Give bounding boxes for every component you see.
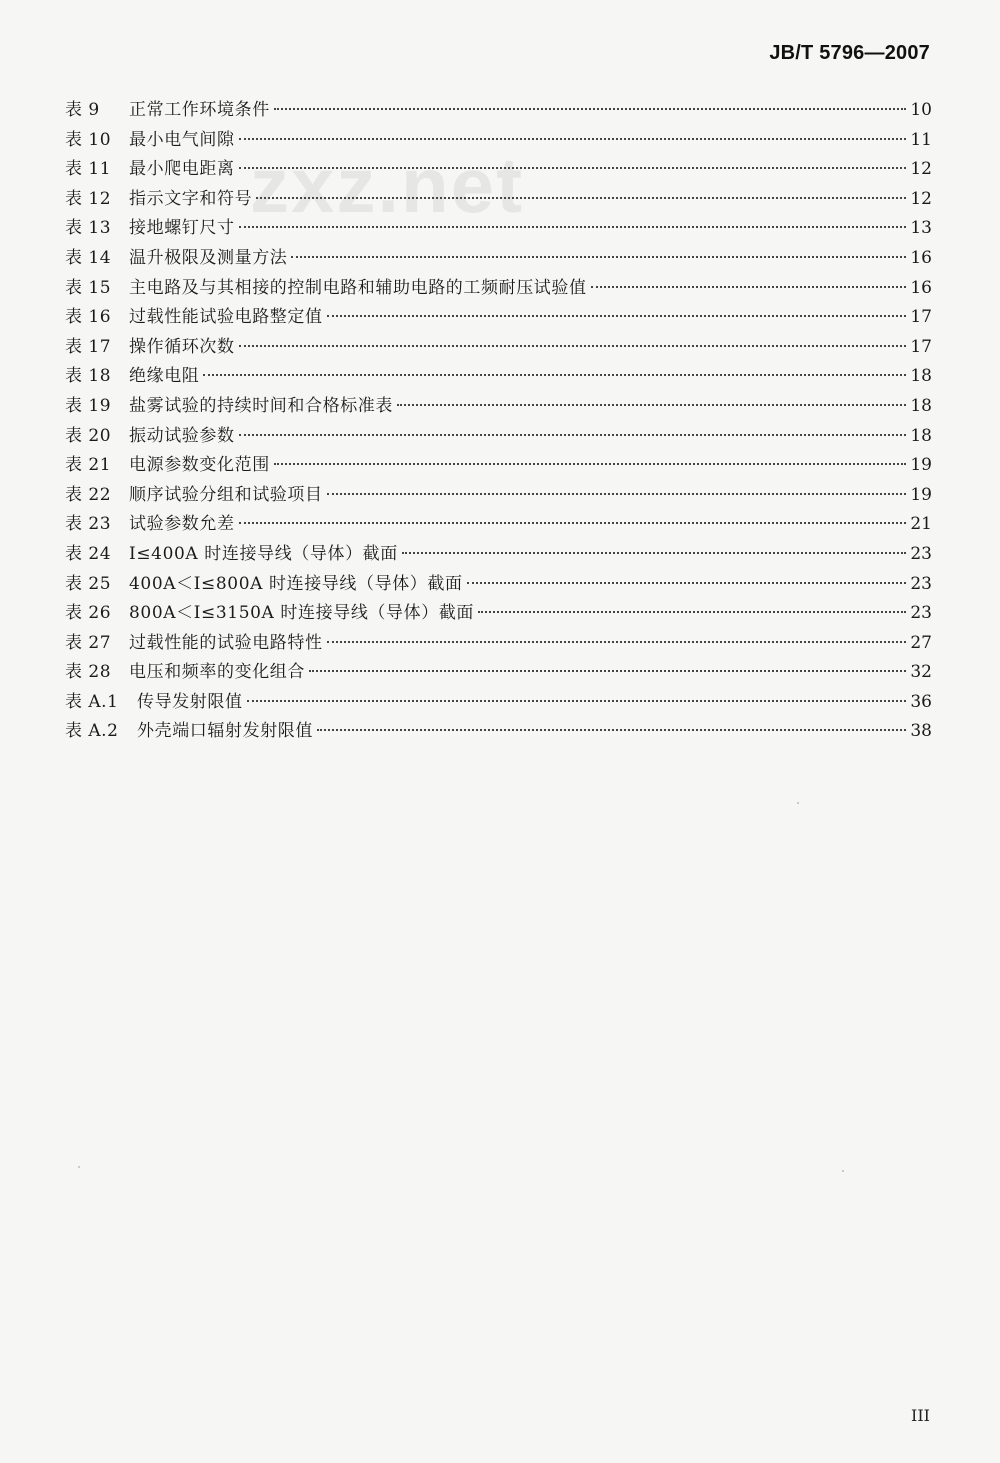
toc-entry-title: 盐雾试验的持续时间和合格标准表 <box>129 395 393 416</box>
toc-entry-label: 表 24 <box>65 543 112 564</box>
toc-entry-page: 32 <box>910 662 932 683</box>
toc-dot-leader <box>239 226 906 228</box>
toc-dot-leader <box>309 670 906 672</box>
toc-entry-page: 18 <box>910 395 932 416</box>
toc-entry-page: 27 <box>910 632 932 653</box>
toc-entry-label: 表 A.2 <box>65 721 119 742</box>
scan-speck <box>842 1170 844 1172</box>
toc-entry-title: 指示文字和符号 <box>129 188 253 209</box>
toc-dot-leader <box>327 641 906 643</box>
toc-entry-label: 表 20 <box>65 425 112 446</box>
toc-entry-page: 19 <box>910 455 932 476</box>
toc-entry-label: 表 10 <box>65 129 112 150</box>
toc-entry-title: 正常工作环境条件 <box>129 100 270 120</box>
toc-dot-leader <box>478 611 906 613</box>
toc-entry-label: 表 16 <box>65 307 112 328</box>
toc-dot-leader <box>239 434 906 436</box>
toc-entry-page: 18 <box>910 425 932 446</box>
toc-entry-page: 11 <box>910 129 932 150</box>
toc-entry <box>65 274 932 304</box>
toc-entry-page: 18 <box>910 366 932 387</box>
toc-entry-page: 38 <box>910 721 932 742</box>
toc-dot-leader <box>467 582 906 584</box>
toc-entry <box>65 540 932 570</box>
toc-entry <box>65 481 932 511</box>
toc-entry <box>65 599 932 629</box>
toc-entry-page: 12 <box>910 188 932 209</box>
toc-entry-page: 23 <box>910 603 932 624</box>
toc-entry <box>65 570 932 600</box>
toc-entry <box>65 214 932 244</box>
toc-dot-leader <box>397 404 906 406</box>
toc-entry-page: 23 <box>910 543 932 564</box>
toc-entry-label: 表 A.1 <box>65 691 119 712</box>
toc-entry-title: 主电路及与其相接的控制电路和辅助电路的工频耐压试验值 <box>129 277 587 298</box>
toc-entry-title: 过载性能的试验电路特性 <box>129 632 323 653</box>
toc-entry-page: 16 <box>910 277 932 298</box>
toc-entry <box>65 688 932 718</box>
toc-entry-title: I≤400A 时连接导线（导体）截面 <box>129 543 398 564</box>
toc-entry-title: 绝缘电阻 <box>129 366 200 387</box>
toc-entry-label: 表 15 <box>65 277 112 298</box>
toc-dot-leader <box>274 108 906 110</box>
toc-entry <box>65 510 932 540</box>
toc-entry-title: 最小爬电距离 <box>129 159 235 180</box>
toc-dot-leader <box>247 700 906 702</box>
standard-code: JB/T 5796—2007 <box>769 42 930 64</box>
toc-entry-title: 过载性能试验电路整定值 <box>129 307 323 328</box>
toc-entry-page: 17 <box>910 307 932 328</box>
watermark: zxz.net <box>250 141 525 229</box>
toc-entry-label: 表 12 <box>65 188 112 209</box>
toc-dot-leader <box>203 374 906 376</box>
toc-entry-title: 800A＜I≤3150A 时连接导线（导体）截面 <box>129 603 475 624</box>
toc-entry-title: 400A＜I≤800A 时连接导线（导体）截面 <box>129 573 463 594</box>
toc-dot-leader <box>274 463 906 465</box>
toc-entry-label: 表 21 <box>65 455 112 476</box>
toc-dot-leader <box>291 256 906 258</box>
toc-entry <box>65 717 932 747</box>
toc-dot-leader <box>239 345 906 347</box>
toc-entry-title: 温升极限及测量方法 <box>129 247 288 268</box>
toc-entry-label: 表 13 <box>65 218 112 239</box>
toc-dot-leader <box>256 197 906 199</box>
table-of-contents <box>65 96 932 747</box>
toc-entry-title: 最小电气间隙 <box>129 129 235 150</box>
toc-entry-label: 表 14 <box>65 247 112 268</box>
toc-dot-leader <box>327 315 906 317</box>
toc-entry-label: 表 17 <box>65 336 112 357</box>
toc-entry-label: 表 26 <box>65 603 112 624</box>
toc-entry <box>65 422 932 452</box>
toc-entry-page: 17 <box>910 336 932 357</box>
toc-entry-label: 表 22 <box>65 484 112 505</box>
toc-dot-leader <box>317 729 906 731</box>
toc-entry <box>65 126 932 156</box>
toc-entry-page: 10 <box>910 100 932 120</box>
toc-entry-page: 36 <box>910 691 932 712</box>
toc-entry-title: 试验参数允差 <box>129 514 235 535</box>
toc-entry-label: 表 19 <box>65 395 112 416</box>
toc-dot-leader <box>402 552 906 554</box>
toc-entry-page: 19 <box>910 484 932 505</box>
toc-entry-title: 接地螺钉尺寸 <box>129 218 235 239</box>
toc-entry <box>65 451 932 481</box>
scan-speck <box>797 802 799 804</box>
toc-dot-leader <box>239 522 906 524</box>
toc-entry-title: 电源参数变化范围 <box>129 455 270 476</box>
toc-entry-title: 外壳端口辐射发射限值 <box>137 721 313 742</box>
toc-entry-title: 顺序试验分组和试验项目 <box>129 484 323 505</box>
toc-entry-label: 表 25 <box>65 573 112 594</box>
toc-entry-label: 表 9 <box>65 100 100 120</box>
toc-entry-label: 表 18 <box>65 366 112 387</box>
toc-entry <box>65 392 932 422</box>
toc-entry-label: 表 28 <box>65 662 112 683</box>
toc-dot-leader <box>239 167 906 169</box>
toc-entry <box>65 658 932 688</box>
toc-entry <box>65 629 932 659</box>
toc-entry-page: 13 <box>910 218 932 239</box>
toc-entry-page: 21 <box>910 514 932 535</box>
toc-dot-leader <box>591 286 906 288</box>
toc-entry <box>65 362 932 392</box>
toc-entry <box>65 244 932 274</box>
toc-dot-leader <box>327 493 906 495</box>
toc-entry-page: 23 <box>910 573 932 594</box>
toc-entry <box>65 155 932 185</box>
toc-entry-title: 电压和频率的变化组合 <box>129 662 305 683</box>
toc-entry-label: 表 27 <box>65 632 112 653</box>
toc-entry-title: 传导发射限值 <box>137 691 243 712</box>
page-number: III <box>911 1406 930 1425</box>
toc-entry-title: 操作循环次数 <box>129 336 235 357</box>
toc-entry-label: 表 11 <box>65 159 112 180</box>
toc-dot-leader <box>239 138 906 140</box>
toc-entry <box>65 96 932 126</box>
toc-entry-page: 16 <box>910 247 932 268</box>
toc-entry <box>65 303 932 333</box>
toc-entry-page: 12 <box>910 159 932 180</box>
toc-entry-title: 振动试验参数 <box>129 425 235 446</box>
scan-speck <box>78 1166 80 1168</box>
toc-entry <box>65 333 932 363</box>
toc-entry <box>65 185 932 215</box>
toc-entry-label: 表 23 <box>65 514 112 535</box>
